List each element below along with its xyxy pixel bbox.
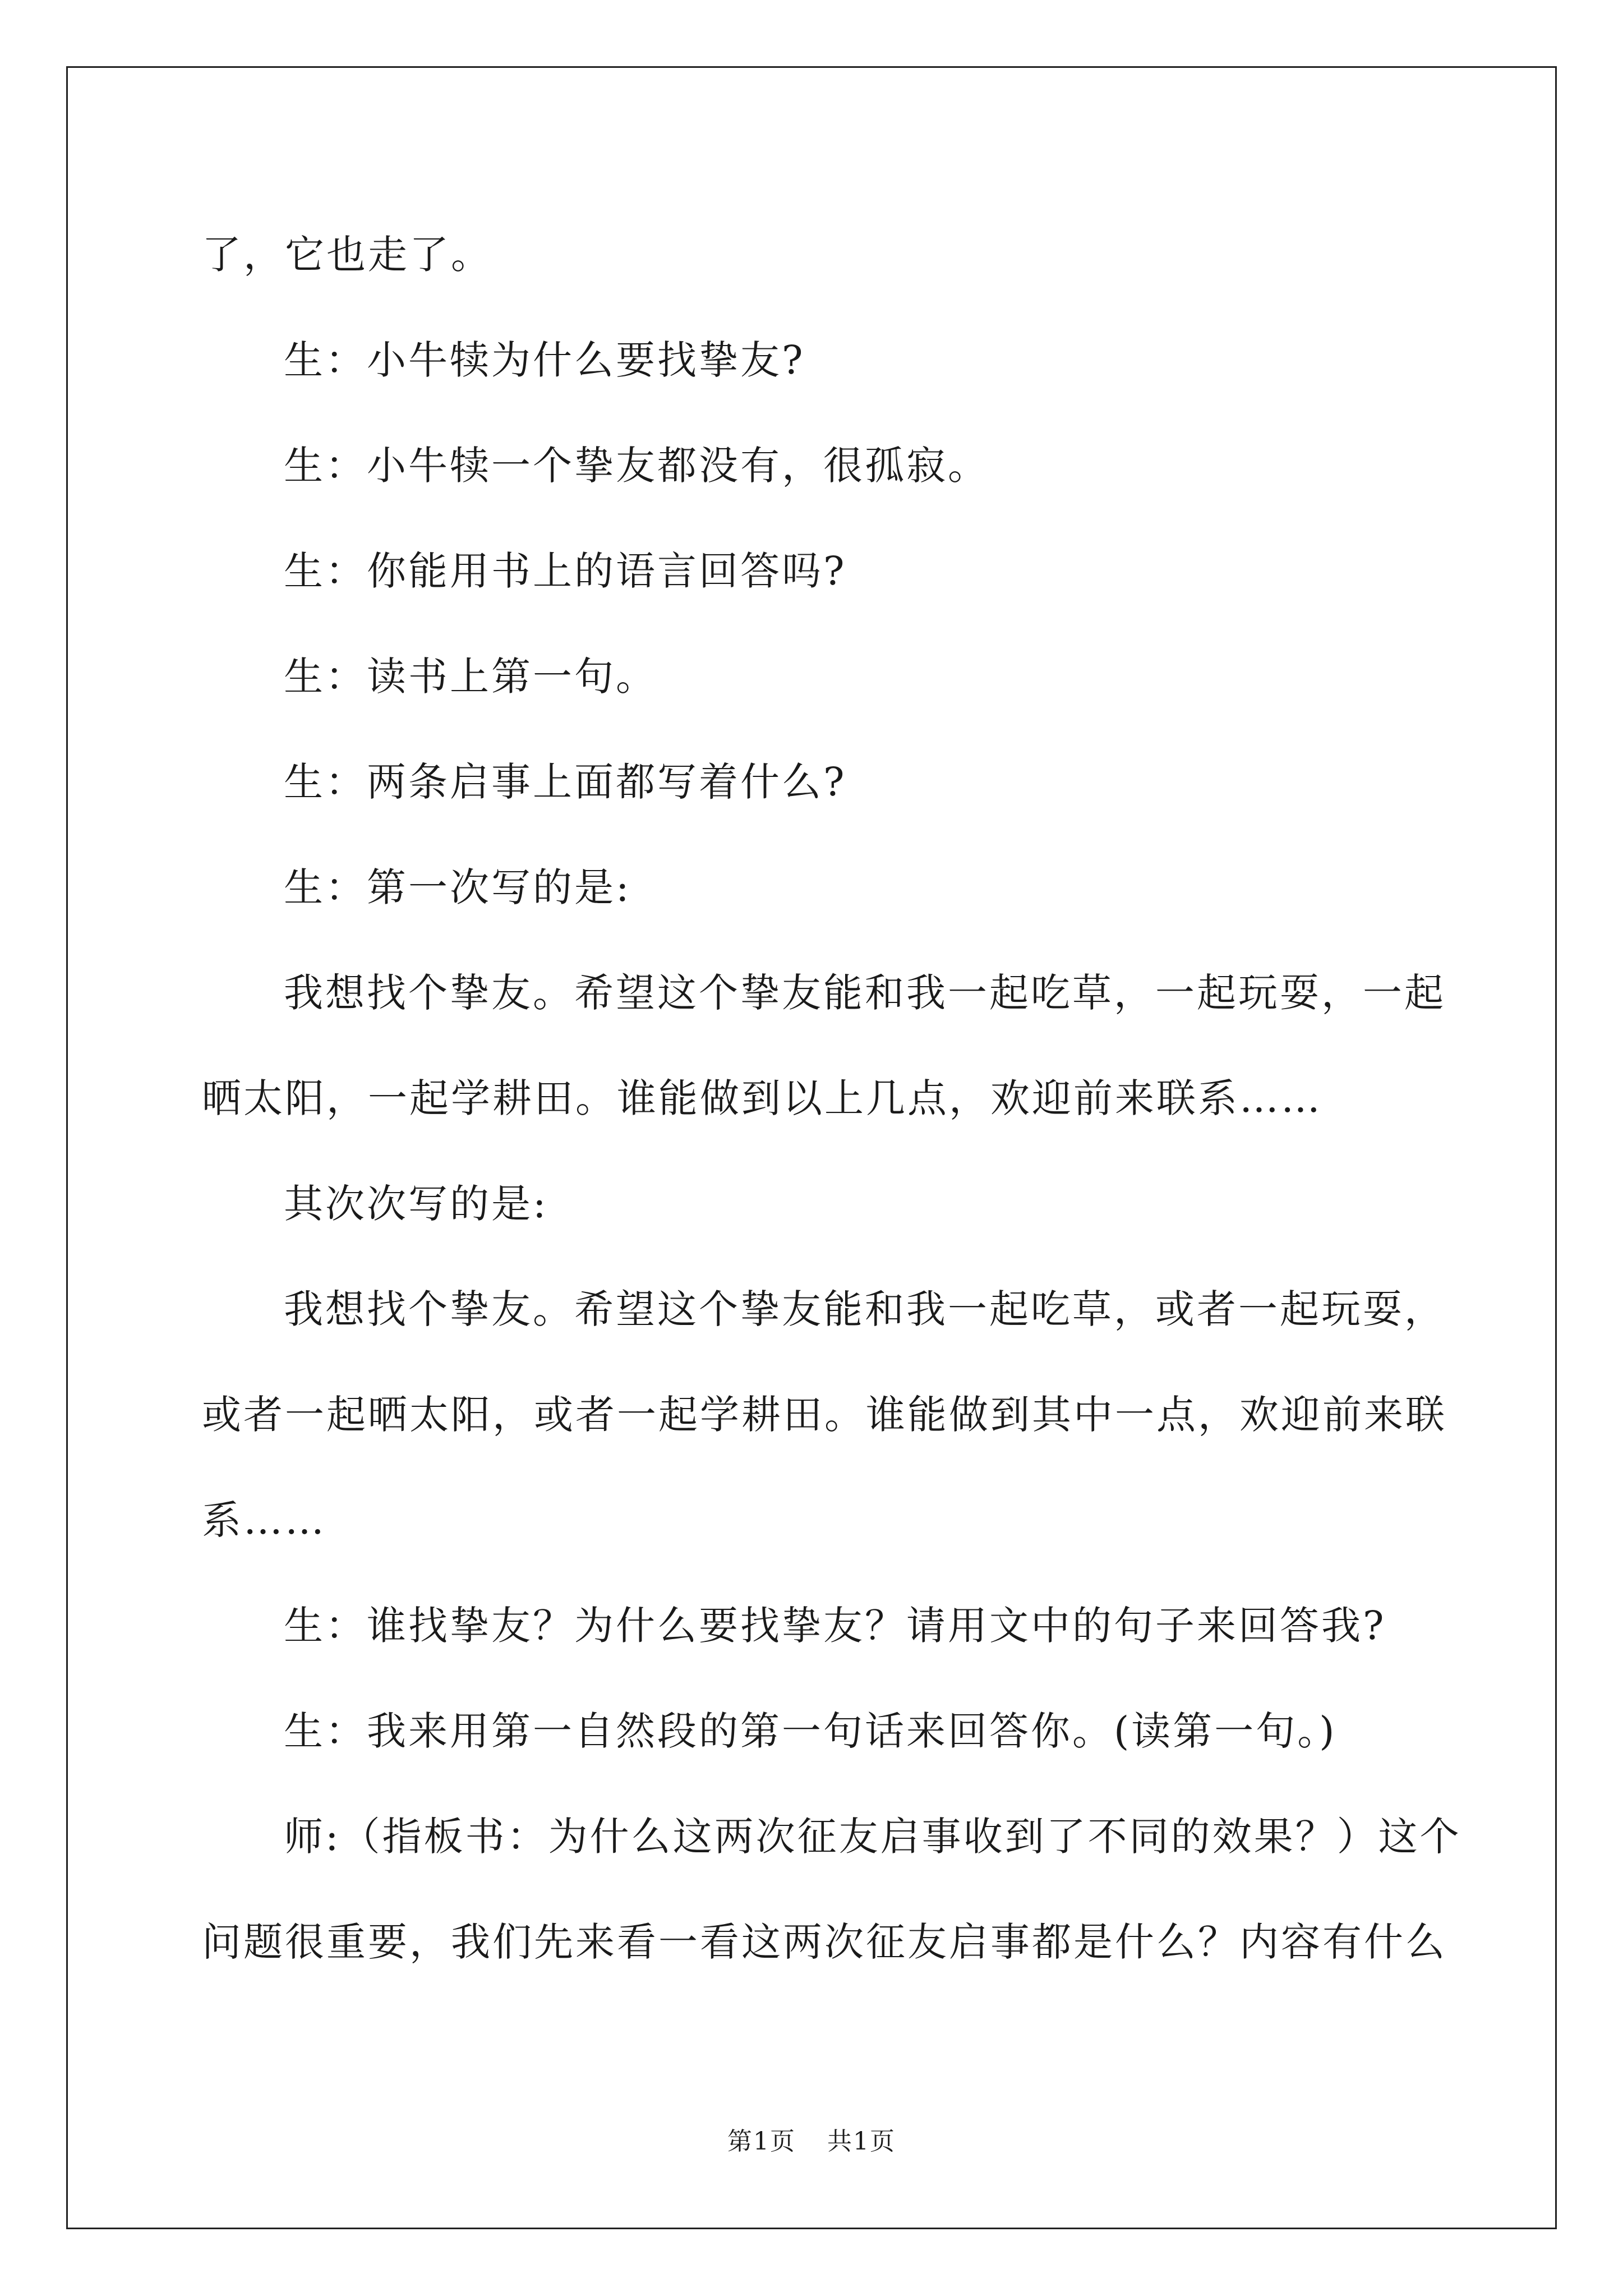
line-11: 我想找个挚友。希望这个挚友能和我一起吃草，或者一起玩耍， — [284, 1286, 1446, 1332]
line-12: 或者一起晒太阳，或者一起学耕田。谁能做到其中一点，欢迎前来联 — [202, 1392, 1447, 1438]
line-10: 其次次写的是: — [284, 1181, 548, 1227]
line-2: 生：小牛犊为什么要找挚友? — [284, 337, 805, 383]
line-5: 生：读书上第一句。 — [284, 654, 657, 700]
page-footer — [0, 2125, 1623, 2159]
line-15: 生：我来用第一自然段的第一句话来回答你。(读第一句。) — [284, 1708, 1337, 1754]
line-8: 我想找个挚友。希望这个挚友能和我一起吃草，一起玩耍，一起 — [284, 970, 1446, 1016]
line-17: 问题很重要，我们先来看一看这两次征友启事都是什么？内容有什么 — [202, 1919, 1447, 1965]
line-13: 系…… — [202, 1497, 326, 1543]
line-3: 生：小牛犊一个挚友都没有，很孤寂。 — [284, 443, 989, 489]
line-6: 生：两条启事上面都写着什么? — [284, 759, 847, 805]
line-7: 生：第一次写的是: — [284, 864, 631, 910]
page-number-current: 第1页 — [727, 2127, 796, 2156]
document-body — [202, 202, 1461, 1995]
line-4: 生：你能用书上的语言回答吗? — [284, 548, 847, 594]
page-number-total: 共1页 — [827, 2127, 896, 2156]
line-9: 晒太阳，一起学耕田。谁能做到以上几点，欢迎前来联系…… — [202, 1075, 1322, 1121]
line-16: 师:（指板书：为什么这两次征友启事收到了不同的效果？）这个 — [284, 1814, 1461, 1860]
line-1: 了，它也走了。 — [202, 232, 492, 278]
line-14: 生：谁找挚友？为什么要找挚友？请用文中的句子来回答我? — [284, 1603, 1386, 1649]
